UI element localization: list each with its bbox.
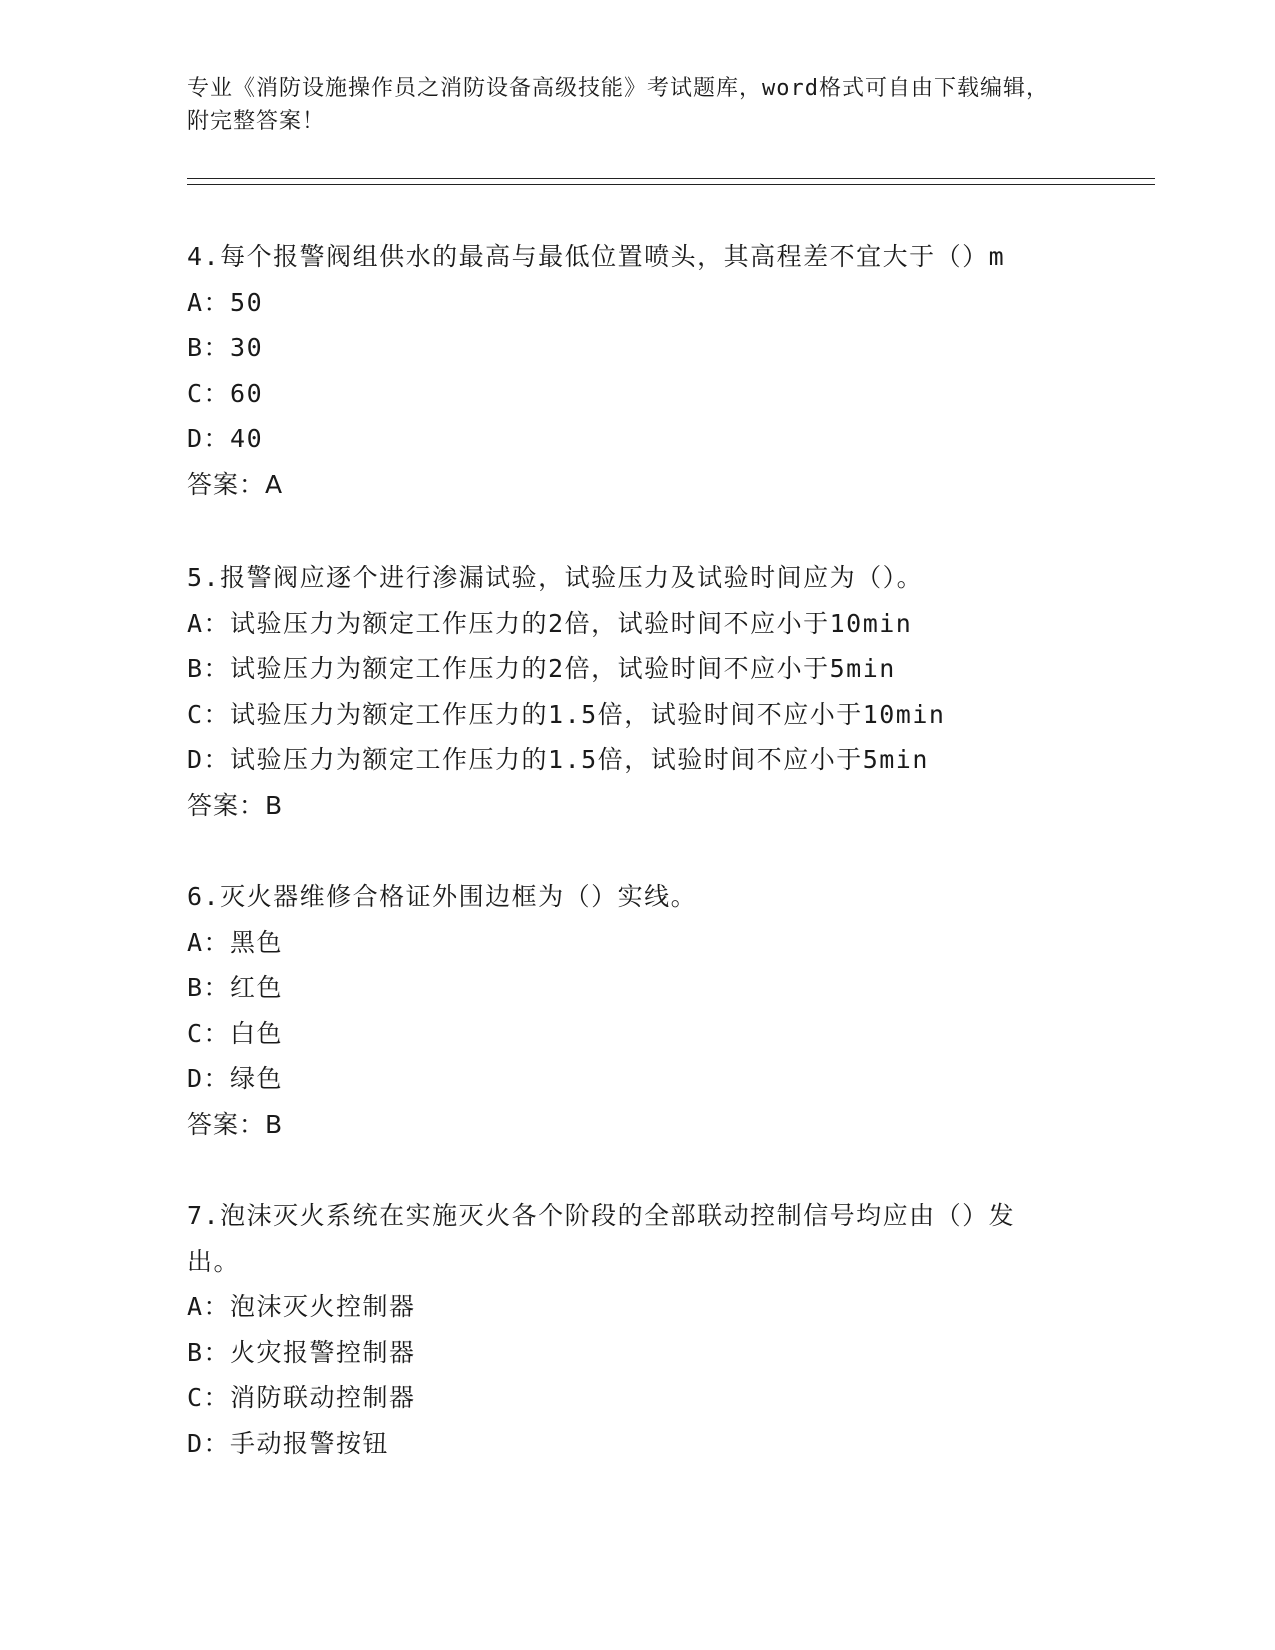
option-c: C：60 bbox=[187, 378, 264, 408]
question-4 bbox=[187, 234, 1087, 507]
option-d: D：手动报警按钮 bbox=[187, 1428, 390, 1458]
option-a: A：50 bbox=[187, 287, 264, 317]
question-7 bbox=[187, 1193, 1087, 1466]
option-a: A：试验压力为额定工作压力的2倍，试验时间不应小于10min bbox=[187, 608, 913, 638]
document-header: 专业《消防设施操作员之消防设备高级技能》考试题库，word格式可自由下载编辑，附完整答案！ bbox=[187, 76, 1049, 134]
question-5 bbox=[187, 555, 1087, 828]
question-stem: 4.每个报警阀组供水的最高与最低位置喷头，其高程差不宜大于（）m bbox=[187, 242, 1006, 271]
question-6 bbox=[187, 874, 1087, 1147]
question-stem: 7.泡沫灭火系统在实施灭火各个阶段的全部联动控制信号均应由（）发出。 bbox=[187, 1201, 1016, 1276]
option-d: D：试验压力为额定工作压力的1.5倍，试验时间不应小于5min bbox=[187, 745, 929, 774]
option-b: B：红色 bbox=[187, 973, 284, 1002]
answer-label: 答案：A bbox=[187, 469, 284, 499]
option-c: C：试验压力为额定工作压力的1.5倍，试验时间不应小于10min bbox=[187, 699, 946, 729]
option-b: B：试验压力为额定工作压力的2倍，试验时间不应小于5min bbox=[187, 654, 896, 683]
option-b: B：30 bbox=[187, 333, 264, 362]
option-a: A：泡沫灭火控制器 bbox=[187, 1292, 416, 1321]
option-c: C：白色 bbox=[187, 1018, 284, 1048]
option-d: D：40 bbox=[187, 424, 264, 453]
header-divider-bottom bbox=[187, 184, 1155, 185]
question-stem: 6.灭火器维修合格证外围边框为（）实线。 bbox=[187, 882, 698, 911]
answer-label: 答案：B bbox=[187, 790, 284, 820]
option-d: D：绿色 bbox=[187, 1064, 284, 1093]
option-c: C：消防联动控制器 bbox=[187, 1383, 416, 1412]
header-divider-top bbox=[187, 178, 1155, 179]
option-b: B：火灾报警控制器 bbox=[187, 1337, 416, 1367]
answer-label: 答案：B bbox=[187, 1109, 284, 1139]
option-a: A：黑色 bbox=[187, 927, 284, 957]
question-stem: 5.报警阀应逐个进行渗漏试验，试验压力及试验时间应为（）。 bbox=[187, 563, 924, 592]
